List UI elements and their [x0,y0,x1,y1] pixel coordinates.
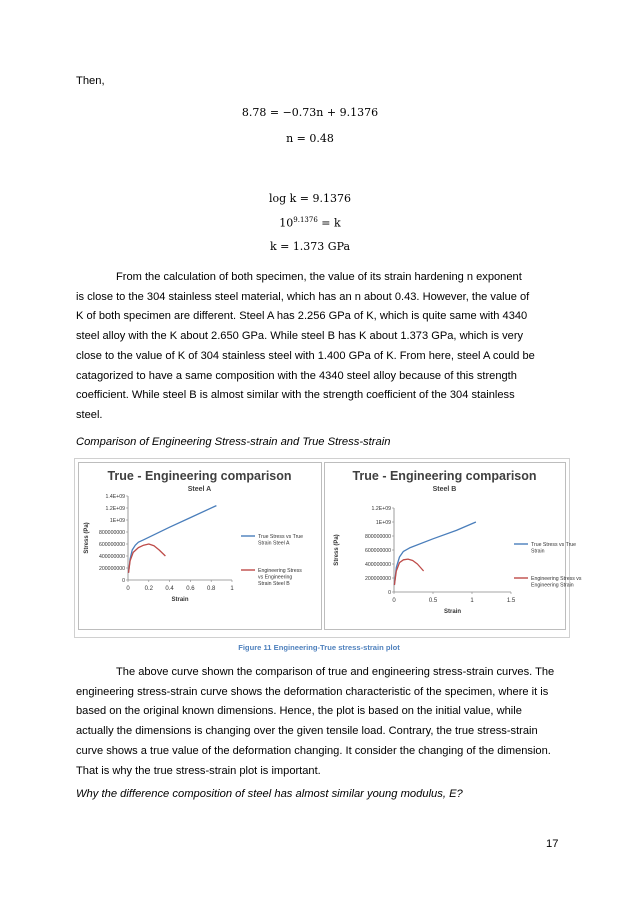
y-tick-label: 600000000 [365,548,391,554]
paragraph-line: The above curve shown the comparison of true and engineering stress-strain curves. The [116,666,555,678]
y-tick-label: 600000000 [99,542,125,548]
x-tick-label: 0 [126,586,130,592]
y-tick-label: 800000000 [365,534,391,540]
paragraph-line: is close to the 304 stainless steel material, which has an n about 0.43. However, the value of [76,290,530,303]
x-tick-label: 0.2 [144,586,153,592]
intro-text: Then, [76,75,105,87]
paragraph-2 [76,663,564,781]
equation-1: 8.78 = −0.73n + 9.1376 [241,106,379,119]
comparison-charts-figure [74,458,582,638]
y-tick-label: 800000000 [99,530,125,536]
x-tick-label: 0 [392,598,396,604]
y-tick-label: 400000000 [365,562,391,568]
section-heading-2: Why the difference composition of steel has almost similar young modulus, E? [76,788,463,800]
chart-subtitle: Steel A [187,486,212,493]
paragraph-line: curve shows a true value of the deformation changing. It consider the changing of the dimension. [76,744,551,757]
chart-title: True - Engineering comparison [107,469,292,483]
x-tick-label: 0.5 [428,598,438,604]
y-tick-label: 1.2E+09 [371,506,391,512]
equation-2: n = 0.48 [286,132,334,145]
y-tick-label: 1.4E+09 [105,494,125,500]
equation-4-rhs: = k [317,216,341,230]
paragraph-line: steel alloy with the K about 2.650 GPa. While steel B has K about 1.373 GPa, which is very [76,330,524,343]
paragraph-line: catagorized to have a same composition with the 4340 steel alloy because of this strength [76,369,517,382]
y-tick-label: 200000000 [99,566,125,572]
y-tick-label: 1E+09 [109,518,125,524]
equation-4-base: 10 [279,216,294,230]
paragraph-line: From the calculation of both specimen, the value of its strain hardening n exponent [116,271,522,283]
equation-4 [200,216,420,230]
figure-caption: Figure 11 Engineering-True stress-strain plot [238,643,400,652]
paragraph-line: coefficient. While steel B is almost similar with the strength coefficient of the 304 stainless [76,389,515,402]
y-tick-label: 0 [122,578,125,584]
x-axis-label: Strain [443,609,462,615]
y-tick-label: 200000000 [365,576,391,582]
y-tick-label: 1.2E+09 [105,506,125,512]
x-axis-label: Strain [171,597,189,603]
page-number: 17 [546,838,559,850]
legend-label: True Stress vs True Strain Steel A [258,534,304,547]
legend-label: Engineering Stress vs Engineering Strain [531,576,582,589]
y-axis-label: Stress (Pa) [84,522,90,554]
x-tick-label: 1 [230,586,234,592]
equation-4-exponent: 9.1376 [293,216,318,224]
x-tick-label: 0.4 [165,586,174,592]
x-tick-label: 0.6 [186,586,195,592]
x-tick-label: 1.5 [506,598,516,604]
paragraph-line: close to the value of K of 304 stainless steel with 1.400 GPa of K. From here, steel A could be [76,349,535,362]
chart-title: True - Engineering comparison [352,469,537,483]
paragraph-line: engineering stress-strain curve shows the deformation characteristic of the specimen, where it is [76,685,549,698]
y-tick-label: 400000000 [99,554,125,560]
paragraph-line: K of both specimen are different. Steel A has 2.256 GPa of K, which is quite same with 4340 [76,310,528,323]
paragraph-line: steel. [76,408,103,421]
y-tick-label: 1E+09 [375,520,391,526]
y-tick-label: 0 [388,590,391,596]
legend-label: Engineering Stress vs Engineering Strain Steel B [258,568,302,587]
y-axis-label: Stress (Pa) [334,534,340,566]
paragraph-1 [76,268,564,426]
paragraph-line: based on the original known dimensions. Hence, the plot is based on the initial value, while [76,705,522,718]
section-heading-1: Comparison of Engineering Stress-strain and True Stress-strain [76,436,391,448]
legend-label: True Stress vs True Strain [531,542,577,555]
paragraph-line: That is why the true stress-strain plot is important. [76,764,321,777]
x-tick-label: 1 [470,598,474,604]
equation-5: k = 1.373 GPa [269,240,351,253]
chart-subtitle: Steel B [432,486,457,493]
paragraph-line: actually the dimensions is changing over the given tensile load. Contrary, the true stress-strain [76,725,538,738]
x-tick-label: 0.8 [207,586,216,592]
equation-3: log k = 9.1376 [268,192,352,205]
